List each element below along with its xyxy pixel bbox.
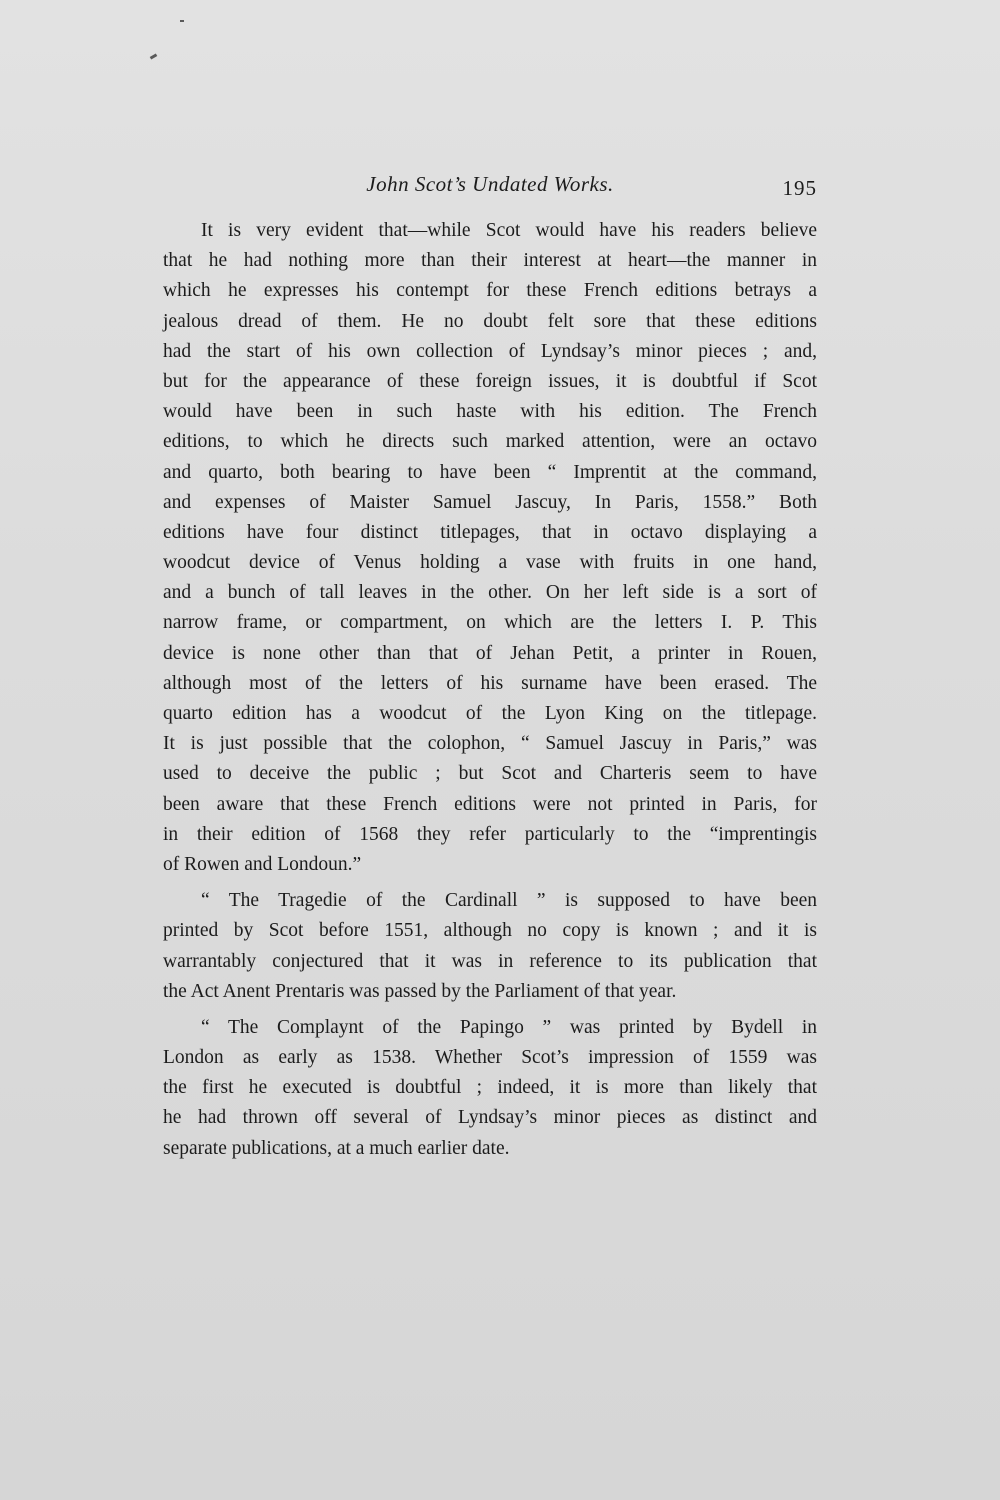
- text-line: in their edition of 1568 they refer particularly to the “imprentingis: [163, 823, 817, 845]
- text-line: narrow frame, or compartment, on which are the letters I. P. This: [163, 612, 817, 634]
- text-line: of Rowen and Londoun.”: [163, 853, 362, 875]
- running-head: [163, 172, 817, 204]
- text-line: would have been in such haste with his edition. The French: [163, 401, 817, 423]
- text-line: London as early as 1538. Whether Scot’s impression of 1559 was: [163, 1047, 817, 1069]
- text-line: “ The Tragedie of the Cardinall ” is supposed to have been: [201, 890, 817, 912]
- text-line: and quarto, both bearing to have been “ Imprentit at the command,: [163, 461, 817, 483]
- ink-speck: [150, 53, 158, 59]
- running-title: John Scot’s Undated Works.: [366, 172, 614, 196]
- text-line: quarto edition has a woodcut of the Lyon King on the titlepage.: [163, 703, 817, 724]
- text-line: editions, to which he directs such marked attention, were an octavo: [163, 431, 817, 453]
- text-line: warrantably conjectured that it was in reference to its publication that: [163, 950, 817, 972]
- text-line: used to deceive the public ; but Scot and Charteris seem to have: [163, 763, 817, 785]
- text-line: “ The Complaynt of the Papingo ” was printed by Bydell in: [201, 1016, 817, 1038]
- text-line: the first he executed is doubtful ; indeed, it is more than likely that: [163, 1077, 817, 1099]
- text-line: woodcut device of Venus holding a vase with fruits in one hand,: [163, 552, 817, 574]
- text-line: printed by Scot before 1551, although no copy is known ; and it is: [163, 920, 817, 942]
- text-line: although most of the letters of his surname have been erased. The: [163, 672, 817, 694]
- text-line: but for the appearance of these foreign issues, it is doubtful if Scot: [163, 370, 817, 392]
- text-line: device is none other than that of Jehan Petit, a printer in Rouen,: [163, 642, 817, 664]
- text-line: that he had nothing more than their interest at heart—the manner in: [163, 250, 817, 272]
- text-line: jealous dread of them. He no doubt felt sore that these editions: [163, 310, 817, 332]
- text-line: he had thrown off several of Lyndsay’s minor pieces as distinct and: [163, 1107, 817, 1129]
- text-line: It is just possible that the colophon, “ Samuel Jascuy in Paris,” was: [163, 733, 817, 755]
- page-number: 195: [782, 176, 817, 200]
- text-line: editions have four distinct titlepages, that in octavo displaying a: [163, 521, 817, 543]
- text-line: It is very evident that—while Scot would have his readers believe: [201, 220, 817, 241]
- text-line: separate publications, at a much earlier date.: [163, 1137, 510, 1159]
- text-line: and a bunch of tall leaves in the other. On her left side is a sort of: [163, 582, 817, 604]
- text-line: which he expresses his contempt for these French editions betrays a: [163, 280, 817, 302]
- ink-speck: [180, 20, 184, 22]
- body-text: [163, 216, 817, 1164]
- text-line: been aware that these French editions were not printed in Paris, for: [163, 793, 817, 815]
- text-line: had the start of his own collection of Lyndsay’s minor pieces ; and,: [163, 340, 817, 362]
- text-line: and expenses of Maister Samuel Jascuy, In Paris, 1558.” Both: [163, 491, 817, 513]
- text-line: the Act Anent Prentaris was passed by the Parliament of that year.: [163, 980, 677, 1002]
